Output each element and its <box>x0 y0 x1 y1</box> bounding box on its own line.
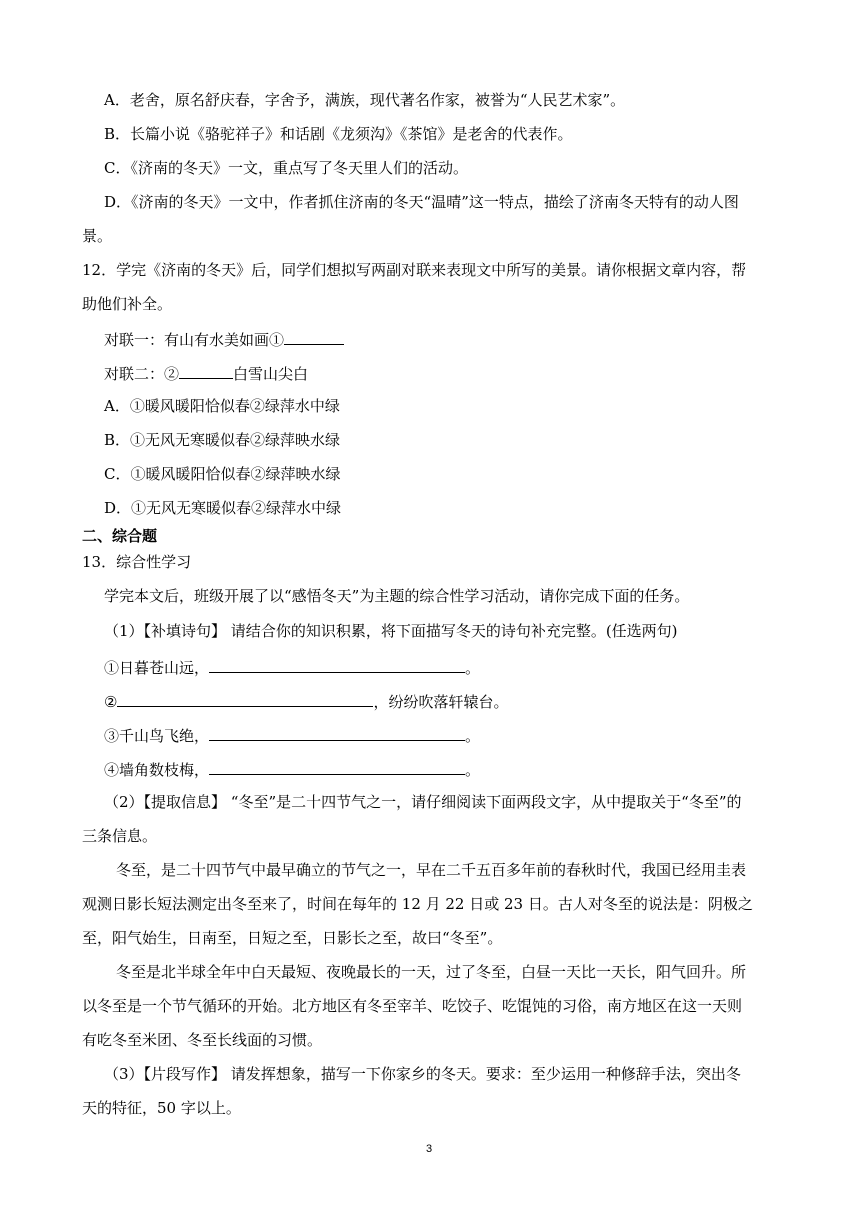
poem-1-prefix: ①日暮苍山远， <box>104 659 210 677</box>
poem-1-suffix: 。 <box>465 659 481 677</box>
q12-couplet-1 <box>104 328 344 350</box>
passage-1-line3: 至，阳气始生，日南至，日短之至，日影长之至，故曰“冬至”。 <box>82 929 503 947</box>
passage-1-line2: 观测日影长短法测定出冬至来了，时间在每年的 12 月 22 日或 23 日。古人对冬至的说法是：阴极之 <box>82 895 753 913</box>
poem-2-suffix: ，纷纷吹落轩辕台。 <box>373 693 509 711</box>
poem-line-2 <box>104 690 508 712</box>
passage-2-line1: 冬至是北半球全年中白天最短、夜晚最长的一天，过了冬至，白昼一天比一天长，阳气回升。所 <box>116 963 747 981</box>
poem-3-blank[interactable] <box>209 724 465 741</box>
couplet-2-blank[interactable] <box>179 362 233 379</box>
q12-option-d: D．①无风无寒暖似春②绿萍水中绿 <box>104 499 342 517</box>
q13-task-2-line2: 三条信息。 <box>82 827 158 845</box>
q13-task-1: （1）【补填诗句】 请结合你的知识积累，将下面描写冬天的诗句补充完整。(任选两句) <box>104 622 678 640</box>
q12-option-b: B．①无风无寒暖似春②绿萍映水绿 <box>104 431 341 449</box>
passage-2-line3: 有吃冬至米团、冬至长线面的习惯。 <box>82 1031 323 1049</box>
poem-line-1 <box>104 656 480 678</box>
couplet-2-suffix: 白雪山尖白 <box>233 365 309 383</box>
poem-4-suffix: 。 <box>465 761 481 779</box>
poem-2-blank[interactable] <box>117 690 373 707</box>
couplet-2-prefix: 对联二：② <box>104 365 180 383</box>
q11-option-b: B．长篇小说《骆驼祥子》和话剧《龙须沟》《茶馆》是老舍的代表作。 <box>104 125 573 143</box>
section-2-heading: 二、综合题 <box>82 527 158 545</box>
poem-3-prefix: ③千山鸟飞绝， <box>104 727 210 745</box>
couplet-1-text: 对联一：有山有水美如画① <box>104 331 285 349</box>
q12-option-a: A．①暖风暖阳恰似春②绿萍水中绿 <box>104 397 340 415</box>
q12-couplet-2 <box>104 362 308 384</box>
q11-option-d-line2: 景。 <box>82 227 113 245</box>
page-number: 3 <box>426 1143 433 1155</box>
poem-4-blank[interactable] <box>209 758 465 775</box>
q13-intro: 学完本文后，班级开展了以“感悟冬天”为主题的综合性学习活动，请你完成下面的任务。 <box>104 587 690 605</box>
q13-task-2-line1: （2）【提取信息】 “冬至”是二十四节气之一，请仔细阅读下面两段文字，从中提取关于“冬至”的 <box>104 793 742 811</box>
q13-task-3-line1: （3）【片段写作】 请发挥想象，描写一下你家乡的冬天。要求：至少运用一种修辞手法，突出冬 <box>104 1065 741 1083</box>
poem-3-suffix: 。 <box>465 727 481 745</box>
poem-2-prefix: ② <box>104 693 118 711</box>
poem-4-prefix: ④墙角数枝梅， <box>104 761 210 779</box>
q11-option-d-line1: D．《济南的冬天》一文中，作者抓住济南的冬天“温晴”这一特点，描绘了济南冬天特有的动人图 <box>104 193 739 211</box>
q11-option-c: C．《济南的冬天》一文，重点写了冬天里人们的活动。 <box>104 159 468 177</box>
passage-1-line1: 冬至，是二十四节气中最早确立的节气之一，早在二千五百多年前的春秋时代，我国已经用圭表 <box>116 861 747 879</box>
q12-option-c: C．①暖风暖阳恰似春②绿萍映水绿 <box>104 465 341 483</box>
passage-2-line2: 以冬至是一个节气循环的开始。北方地区有冬至宰羊、吃饺子、吃馄饨的习俗，南方地区在这一天则 <box>82 997 743 1015</box>
q13-title: 13．综合性学习 <box>82 553 192 571</box>
couplet-1-blank[interactable] <box>284 328 344 345</box>
q11-option-a: A．老舍，原名舒庆春，字舍予，满族，现代著名作家，被誉为“人民艺术家”。 <box>104 91 626 109</box>
poem-line-4 <box>104 758 480 780</box>
poem-line-3 <box>104 724 480 746</box>
q12-stem-line2: 助他们补全。 <box>82 295 173 313</box>
q12-stem-line1: 12．学完《济南的冬天》后，同学们想拟写两副对联来表现文中所写的美景。请你根据文章内容，帮 <box>82 261 747 279</box>
q13-task-3-line2: 天的特征，50 字以上。 <box>82 1099 241 1117</box>
poem-1-blank[interactable] <box>209 656 465 673</box>
